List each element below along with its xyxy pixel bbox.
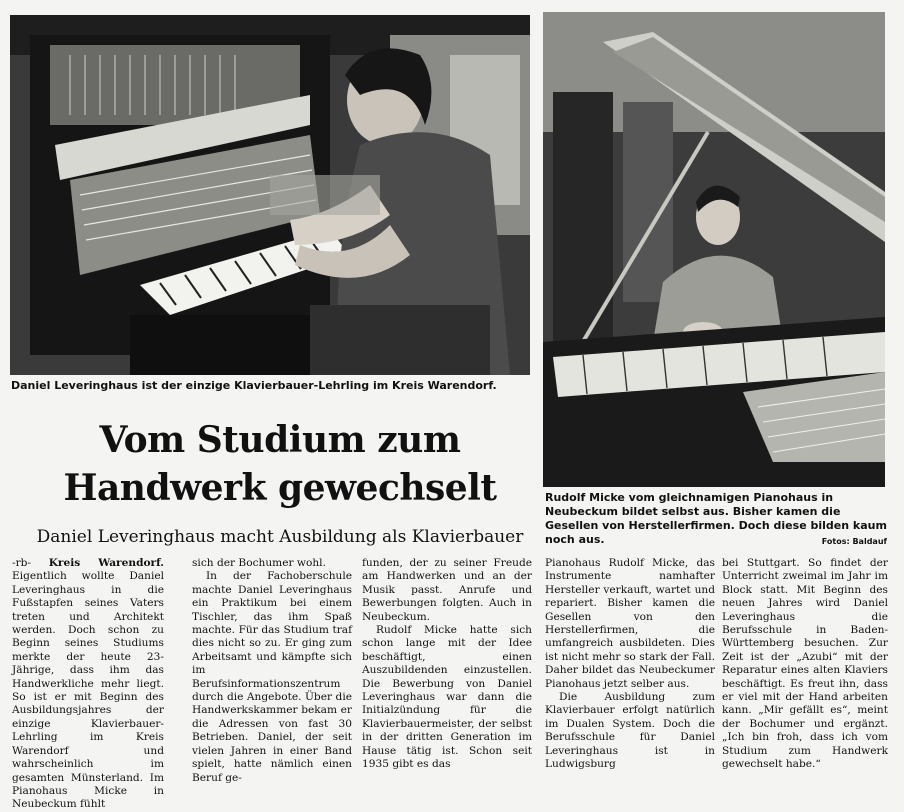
article-headline bbox=[20, 416, 540, 512]
column-4-paragraph-1: Pianohaus Rudolf Micke, das Instrumente namhafter Hersteller verkauft, wartet und repariert. Bisher kamen die Gesellen von den Herstellerfirmen, die umfangreich ausbildeten. Dies ist nicht mehr so stark der Fall. Daher bildet das Neubeckumer Pianohaus jetzt selber aus. bbox=[545, 557, 715, 690]
column-3-paragraph-1: funden, der zu seiner Freude am Handwerken und an der Musik passt. Anrufe und Bewerbungen folgten. Auch in Neubeckum. bbox=[362, 557, 532, 623]
column-4-paragraph-2: Die Ausbildung zum Klavierbauer erfolgt natürlich im Dualen System. Doch die Berufsschule für Daniel Leveringhaus ist in Ludwigsburg bbox=[545, 691, 715, 771]
photo-apprentice-upright-piano bbox=[10, 15, 530, 375]
article-column-2 bbox=[192, 557, 352, 785]
headline-line-2: Handwerk gewechselt bbox=[63, 467, 497, 509]
article-dateline-location: Kreis Warendorf. bbox=[48, 557, 164, 569]
column-2-paragraph-1: sich der Bochumer wohl. bbox=[192, 557, 326, 569]
article-column-1 bbox=[12, 557, 164, 812]
photo-caption-left: Daniel Leveringhaus ist der einzige Klavierbauer-Lehrling im Kreis Warendorf. bbox=[11, 379, 497, 392]
photo-grand-piano-graphic bbox=[543, 12, 885, 487]
article-subheadline: Daniel Leveringhaus macht Ausbildung als Klavierbauer bbox=[36, 527, 524, 547]
headline-line-1: Vom Studium zum bbox=[99, 419, 461, 461]
column-1-text: Eigentlich wollte Daniel Leveringhaus in die Fußstapfen seines Vaters treten und Architekt werden. Doch schon zu Beginn seines Studiums merkte der heute 23-Jährige, dass ihm das Handwerkliche mehr liegt. So ist er mit Beginn des Ausbildungsjahres der einzige Klavierbauer-Lehrling im Kreis Warendorf und wahrscheinlich im gesamten Münsterland. Im Pianohaus Micke in Neubeckum fühlt bbox=[12, 570, 164, 811]
article-column-5 bbox=[722, 557, 888, 772]
article-column-4 bbox=[545, 557, 715, 772]
column-5-text: bei Stuttgart. So findet der Unterricht zweimal im Jahr im Block statt. Mit Beginn des neuen Jahres wird Daniel Leveringhaus die Berufsschule in Baden-Württemberg besuchen. Zur Zeit ist der „Azubi“ mit der Reparatur eines alten Klaviers beschäftigt. Es freut ihn, dass er viel mit der Hand arbeiten kann. „Mir gefällt es“, meint der Bochumer und ergänzt. „Ich bin froh, dass ich vom Studium zum Handwerk gewechselt habe.“ bbox=[722, 557, 888, 771]
photo-credit: Fotos: Baldauf bbox=[821, 537, 887, 546]
photo-caption-right-text: Rudolf Micke vom gleichnamigen Pianohaus in Neubeckum bildet selbst aus. Bisher kamen die Gesellen von Herstellerfirmen. Doch diese bilden kaum noch aus. bbox=[545, 491, 887, 546]
article-column-3 bbox=[362, 557, 532, 772]
column-2-paragraph-2: In der Fachoberschule machte Daniel Leveringhaus ein Praktikum bei einem Tischler, das ihm Spaß machte. Für das Studium traf dies nicht so zu. Er ging zum Arbeitsamt und kämpfte sich im Berufsinformationszentrum durch die Angebote. Über die Handwerkskammer bekam er die Adressen von fast 30 Betrieben. Daniel, der seit vielen Jahren in einer Band spielt, hatte nämlich einen Beruf ge- bbox=[192, 570, 352, 784]
article-byline: -rb- bbox=[12, 557, 32, 569]
photo-caption-right bbox=[545, 491, 887, 549]
column-3-paragraph-2: Rudolf Micke hatte sich schon lange mit der Idee beschäftigt, einen Auszubildenden einzustellen. Die Bewerbung von Daniel Leveringhaus war dann die Initialzündung für die Klavierbauermeister, der selbst in der dritten Generation im Hause tätig ist. Schon seit 1935 gibt es das bbox=[362, 624, 532, 771]
photo-piano-maker-grand-piano bbox=[543, 12, 885, 487]
photo-apprentice-graphic bbox=[10, 15, 530, 375]
